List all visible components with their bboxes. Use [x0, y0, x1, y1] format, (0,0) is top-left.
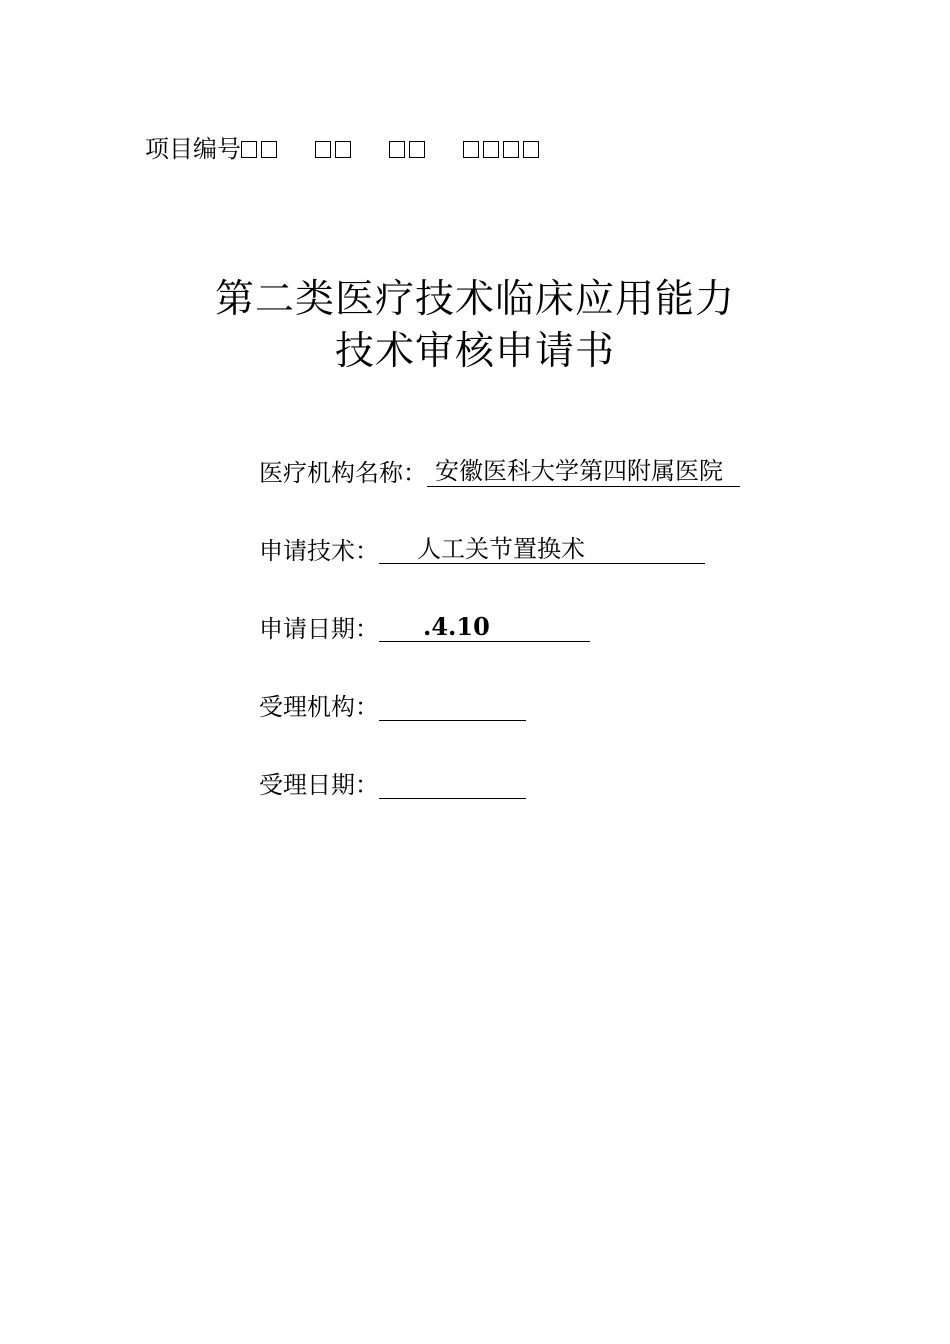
technique-label: 申请技术： [259, 537, 379, 565]
digit-box [463, 141, 479, 158]
receiving-org-value [379, 690, 526, 721]
digit-box [503, 141, 519, 158]
digit-box [335, 141, 351, 158]
apply-date-label: 申请日期： [259, 615, 379, 643]
digit-box [409, 141, 425, 158]
institution-field [259, 456, 740, 534]
receiving-date-field [259, 768, 740, 846]
project-number-label: 项目编号 [145, 135, 241, 163]
digit-box [315, 141, 331, 158]
digit-box [389, 141, 405, 158]
title-line-2: 技术审核申请书 [334, 329, 615, 374]
receiving-date-label: 受理日期： [259, 771, 379, 799]
title-line-1: 第二类医疗技术临床应用能力 [214, 277, 735, 322]
digit-box [483, 141, 499, 158]
technique-value: 人工关节置换术 [379, 534, 705, 564]
receiving-org-field [259, 690, 740, 768]
digit-box [523, 141, 539, 158]
project-number-boxes [241, 141, 543, 158]
receiving-org-label: 受理机构： [259, 693, 379, 721]
apply-date-value: .4.10 [379, 612, 590, 642]
institution-label: 医疗机构名称： [259, 459, 427, 487]
institution-value: 安徽医科大学第四附属医院 [427, 456, 740, 487]
receiving-date-value [379, 768, 526, 799]
digit-box [241, 141, 257, 158]
project-number-row [145, 134, 543, 164]
technique-field [259, 534, 740, 612]
application-fields [259, 456, 740, 846]
document-title [0, 274, 950, 378]
apply-date-field [259, 612, 740, 690]
digit-box [261, 141, 277, 158]
